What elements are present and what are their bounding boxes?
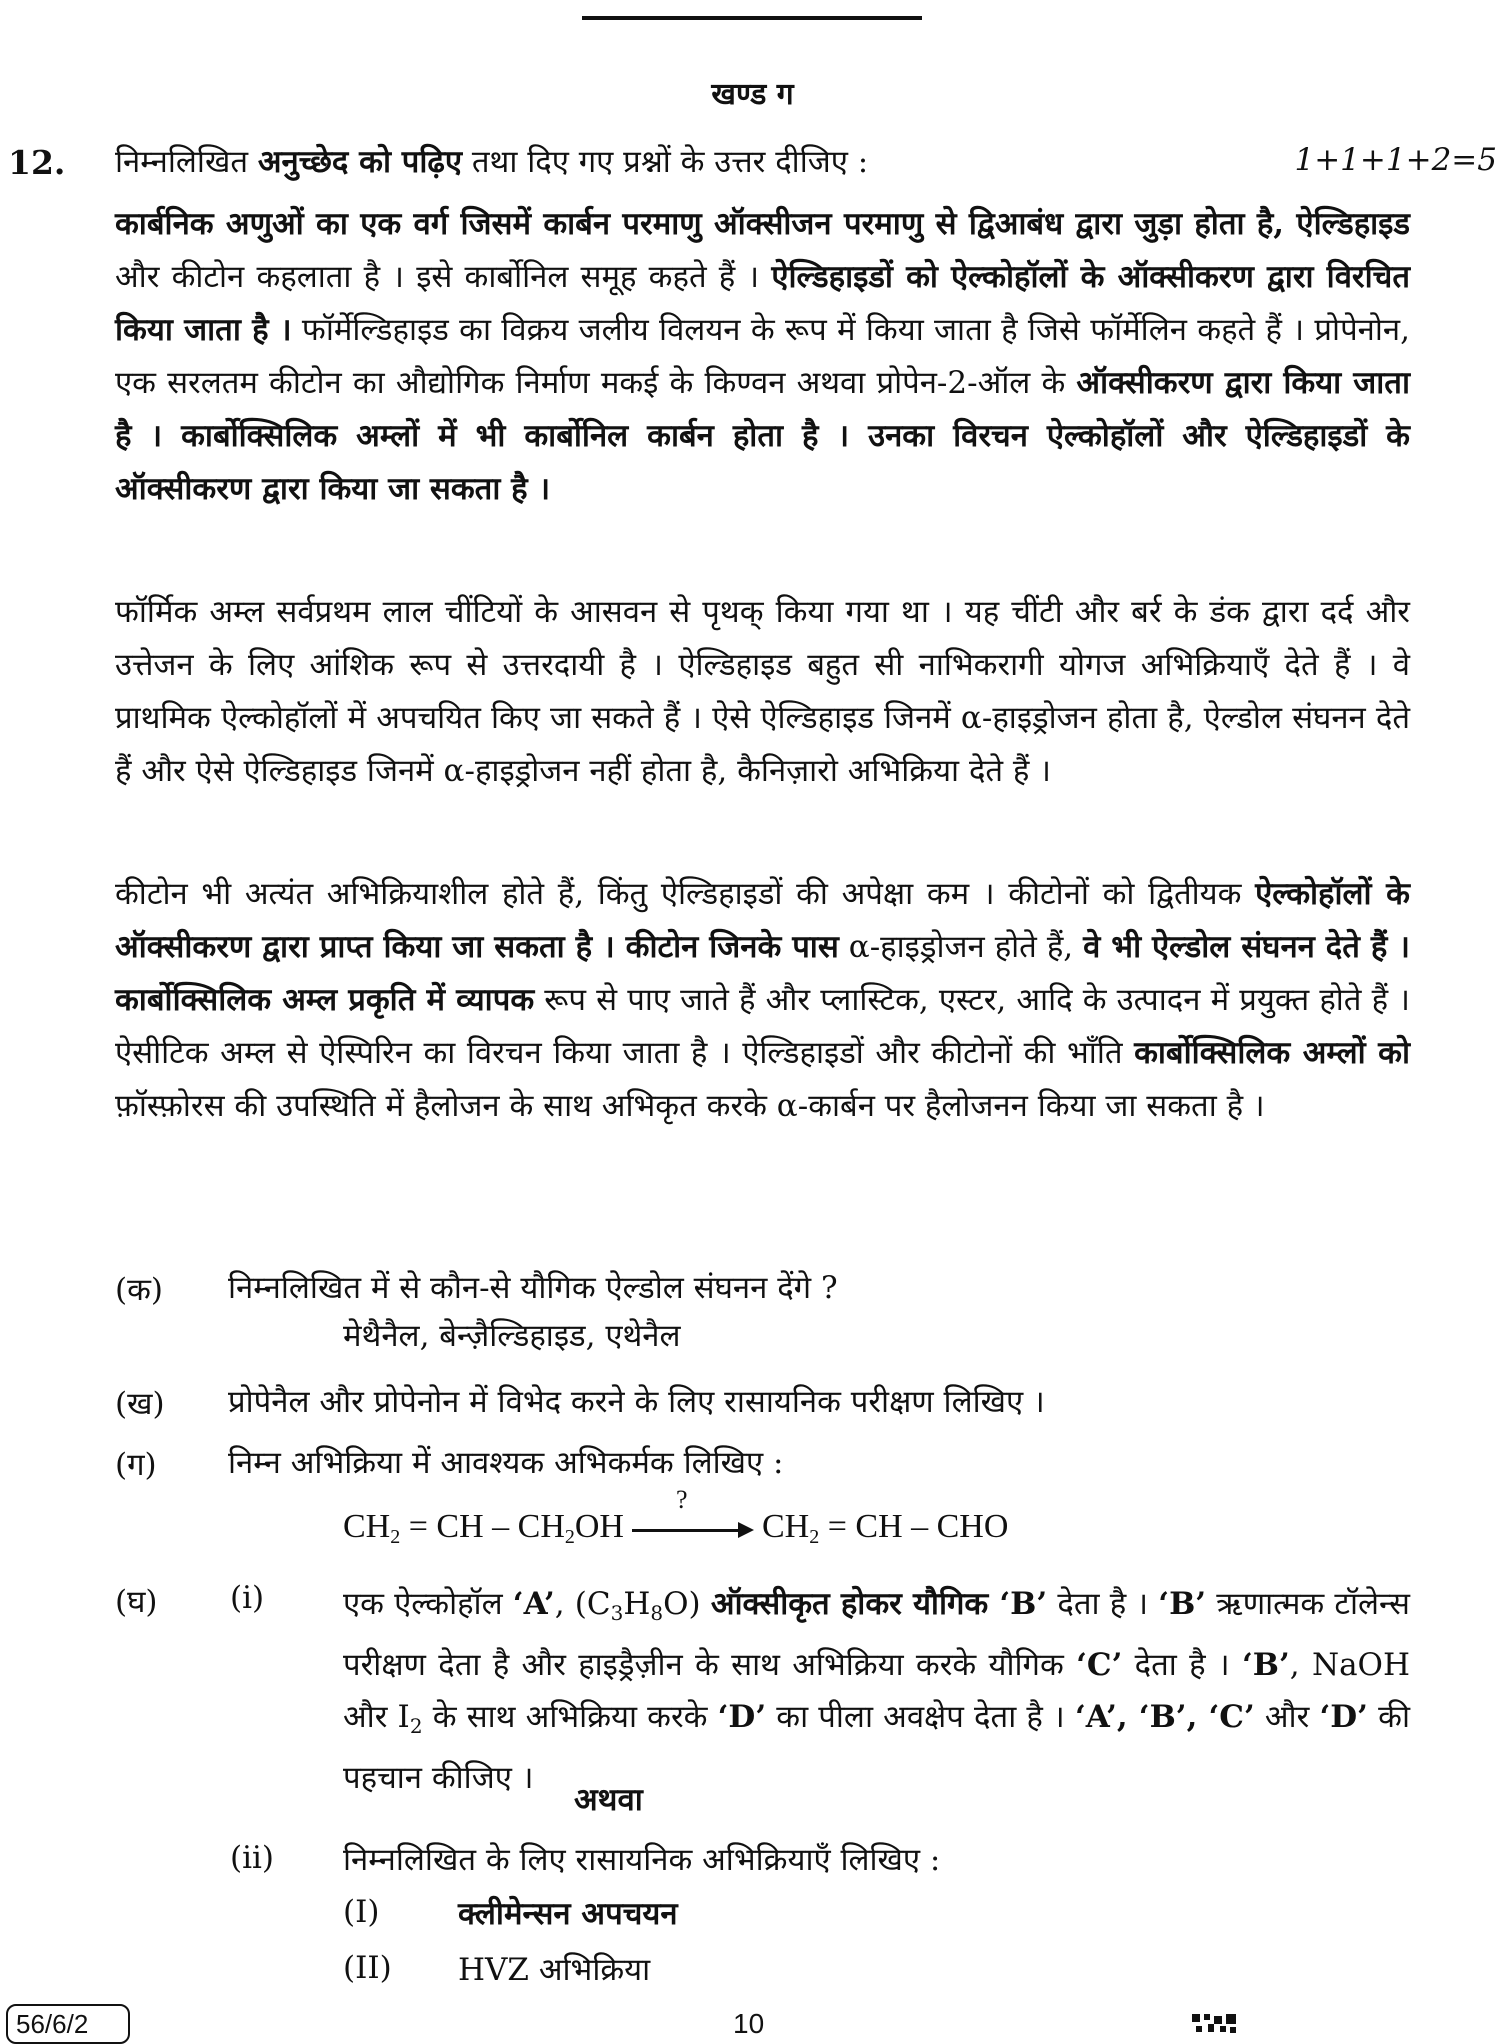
reaction-equation: $CH_2$ = CH – $CH_2OH$ ? $CH_2$ = CH – CHO [343,1485,1009,1548]
subq-kha-label: (ख) [115,1386,165,1422]
subq-ii-II-text: HVZ अभिक्रिया [458,1952,651,1988]
top-rule [582,16,922,20]
paper-code: 56/6/2 [6,2004,130,2044]
subq-ka-options: मेथैनैल, बेन्ज़ैल्डिहाइड, एथेनैल [343,1318,681,1354]
subq-gha-ii-text: निम्नलिखित के लिए रासायनिक अभिक्रियाएँ लिखिए : [343,1842,941,1878]
reaction-arrow: ? [632,1515,754,1543]
page-number: 10 [733,2008,765,2039]
or-label: अथवा [574,1782,643,1818]
subq-ii-I-label: (I) [343,1894,380,1930]
subq-ii-II-label: (II) [343,1950,392,1986]
qr-code-icon [1192,2014,1238,2034]
subq-gha-i-text: एक ऐल्कोहॉल ‘A’, $(C_3H_8O)$ ऑक्सीकृत होकर यौगिक ‘B’ देता है । ‘B’ ऋणात्मक टॉलेन्स परीक्षण देता है और हाइड्रैज़ीन के साथ अभिक्रिया करके यौगिक ‘C’ देता है । ‘B’, NaOH और $I_2$ के साथ अभिक्रिया करके ‘D’ का पीला अवक्षेप देता है । ‘A’, ‘B’, ‘C’ और ‘D’ की पहचान कीजिए । [343,1586,1410,1796]
section-title: खण्ड ग [711,77,794,112]
subq-kha-text: प्रोपेनैल और प्रोपेनोन में विभेद करने के लिए रासायनिक परीक्षण लिखिए । [228,1384,1045,1420]
question-number: 12. [8,143,66,182]
subq-ii-I-text: क्लीमेन्सन अपचयन [458,1896,678,1932]
marks: 1+1+1+2=5 [1294,142,1497,178]
question-instruction: निम्नलिखित अनुच्छेद को पढ़िए तथा दिए गए प्रश्नों के उत्तर दीजिए : [115,144,869,180]
subq-ka-text: निम्नलिखित में से कौन-से यौगिक ऐल्डोल संघनन देंगे ? [228,1270,838,1306]
subq-ga-text: निम्न अभिक्रिया में आवश्यक अभिकर्मक लिखिए : [228,1445,784,1481]
passage-paragraph-3: कीटोन भी अत्यंत अभिक्रियाशील होते हैं, किंतु ऐल्डिहाइडों की अपेक्षा कम । कीटोनों को द्वितीयक ऐल्कोहॉलों के ऑक्सीकरण द्वारा प्राप्त किया जा सकता है । कीटोन जिनके पास α-हाइड्रोजन होते हैं, वे भी ऐल्डोल संघनन देते हैं । कार्बोक्सिलिक अम्ल प्रकृति में व्यापक रूप से पाए जाते हैं और प्लास्टिक, एस्टर, आदि के उत्पादन में प्रयुक्त होते हैं । ऐसीटिक अम्ल से ऐस्पिरिन का विरचन किया जाता है । ऐल्डिहाइडों और कीटोनों की भाँति कार्बोक्सिलिक अम्लों को फ़ॉस्फ़ोरस की उपस्थिति में हैलोजन के साथ अभिकृत करके α-कार्बन पर हैलोजनन किया जा सकता है । [115,876,1410,1124]
subq-gha-label: (घ) [115,1584,158,1620]
subq-gha-ii-label: (ii) [230,1840,275,1876]
subq-ka-label: (क) [115,1272,163,1308]
passage-paragraph-1: कार्बनिक अणुओं का एक वर्ग जिसमें कार्बन परमाणु ऑक्सीजन परमाणु से द्विआबंध द्वारा जुड़ा होता है, ऐल्डिहाइड और कीटोन कहलाता है । इसे कार्बोनिल समूह कहते हैं । ऐल्डिहाइडों को ऐल्कोहॉलों के ऑक्सीकरण द्वारा विरचित किया जाता है । फॉर्मेल्डिहाइड का विक्रय जलीय विलयन के रूप में किया जाता है जिसे फॉर्मेलिन कहते हैं । प्रोपेनोन, एक सरलतम कीटोन का औद्योगिक निर्माण मकई के किण्वन अथवा प्रोपेन-2-ऑल के ऑक्सीकरण द्वारा किया जाता है । कार्बोक्सिलिक अम्लों में भी कार्बोनिल कार्बन होता है । उनका विरचन ऐल्कोहॉलों और ऐल्डिहाइडों के ऑक्सीकरण द्वारा किया जा सकता है । [115,206,1410,507]
subq-gha-i-label: (i) [230,1580,265,1616]
passage-paragraph-2: फॉर्मिक अम्ल सर्वप्रथम लाल चींटियों के आसवन से पृथक् किया गया था । यह चींटी और बर्र के डंक द्वारा दर्द और उत्तेजन के लिए आंशिक रूप से उत्तरदायी है । ऐल्डिहाइड बहुत सी नाभिकरागी योगज अभिक्रियाएँ देते हैं । वे प्राथमिक ऐल्कोहॉलों में अपचयित किए जा सकते हैं । ऐसे ऐल्डिहाइड जिनमें α-हाइड्रोजन होता है, ऐल्डोल संघनन देते हैं और ऐसे ऐल्डिहाइड जिनमें α-हाइड्रोजन नहीं होता है, कैनिज़ारो अभिक्रिया देते हैं । [115,594,1410,789]
subq-ga-label: (ग) [115,1447,157,1483]
